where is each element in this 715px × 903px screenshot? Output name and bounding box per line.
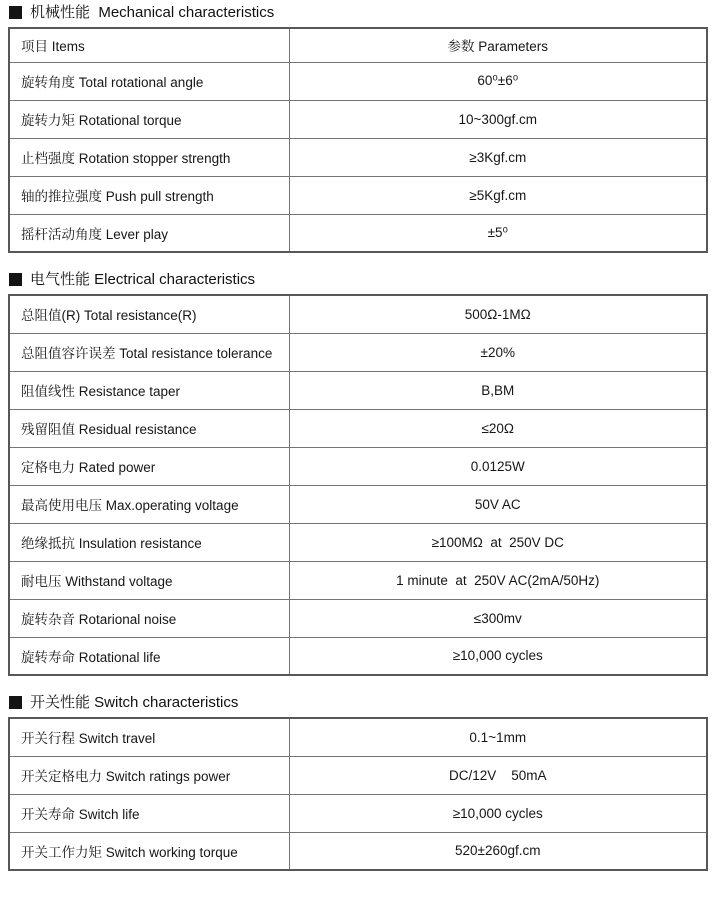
param-cell: 0.0125W bbox=[289, 447, 707, 485]
param-cell: ≥3Kgf.cm bbox=[289, 138, 707, 176]
table-row bbox=[9, 485, 707, 523]
param-cell: DC/12V 50mA bbox=[289, 756, 707, 794]
param-cell: 60⁰±6⁰ bbox=[289, 62, 707, 100]
section-title-switch bbox=[9, 693, 708, 712]
column-header-parameters: 参数 Parameters bbox=[289, 28, 707, 62]
table-row bbox=[9, 637, 707, 675]
mechanical-spec-table bbox=[8, 27, 708, 253]
table-row bbox=[9, 447, 707, 485]
item-cell: 耐电压 Withstand voltage bbox=[9, 561, 289, 599]
item-cell: 旋转杂音 Rotarional noise bbox=[9, 599, 289, 637]
item-cell: 定格电力 Rated power bbox=[9, 447, 289, 485]
section-mechanical bbox=[8, 3, 708, 253]
table-row bbox=[9, 794, 707, 832]
section-marker-icon bbox=[9, 6, 22, 19]
section-title-text: 电气性能 Electrical characteristics bbox=[30, 271, 256, 288]
param-cell: ≥100MΩ at 250V DC bbox=[289, 523, 707, 561]
table-row bbox=[9, 176, 707, 214]
item-cell: 轴的推拉强度 Push pull strength bbox=[9, 176, 289, 214]
table-row bbox=[9, 214, 707, 252]
section-electrical bbox=[8, 270, 708, 676]
param-cell: 520±260gf.cm bbox=[289, 832, 707, 870]
table-row bbox=[9, 409, 707, 447]
section-title-text: 机械性能 Mechanical characteristics bbox=[30, 4, 275, 21]
param-cell: 0.1~1mm bbox=[289, 718, 707, 756]
table-row bbox=[9, 333, 707, 371]
table-row bbox=[9, 832, 707, 870]
item-cell: 开关定格电力 Switch ratings power bbox=[9, 756, 289, 794]
table-row bbox=[9, 295, 707, 333]
param-cell: ≥10,000 cycles bbox=[289, 794, 707, 832]
electrical-spec-table bbox=[8, 294, 708, 676]
table-row bbox=[9, 561, 707, 599]
section-title-electrical bbox=[9, 270, 708, 289]
item-cell: 开关工作力矩 Switch working torque bbox=[9, 832, 289, 870]
param-cell: 50V AC bbox=[289, 485, 707, 523]
item-cell: 最高使用电压 Max.operating voltage bbox=[9, 485, 289, 523]
item-cell: 摇杆活动角度 Lever play bbox=[9, 214, 289, 252]
table-header-row bbox=[9, 28, 707, 62]
param-cell: ≥10,000 cycles bbox=[289, 637, 707, 675]
item-cell: 总阻值容许误差 Total resistance tolerance bbox=[9, 333, 289, 371]
section-marker-icon bbox=[9, 696, 22, 709]
column-header-items: 项目 Items bbox=[9, 28, 289, 62]
section-marker-icon bbox=[9, 273, 22, 286]
param-cell: ≤300mv bbox=[289, 599, 707, 637]
section-title-text: 开关性能 Switch characteristics bbox=[30, 694, 239, 711]
table-row bbox=[9, 599, 707, 637]
param-cell: 500Ω-1MΩ bbox=[289, 295, 707, 333]
table-row bbox=[9, 523, 707, 561]
param-cell: ≤20Ω bbox=[289, 409, 707, 447]
table-row bbox=[9, 756, 707, 794]
table-row bbox=[9, 62, 707, 100]
table-row bbox=[9, 100, 707, 138]
param-cell: ≥5Kgf.cm bbox=[289, 176, 707, 214]
item-cell: 旋转力矩 Rotational torque bbox=[9, 100, 289, 138]
section-switch bbox=[8, 693, 708, 871]
param-cell: 1 minute at 250V AC(2mA/50Hz) bbox=[289, 561, 707, 599]
switch-spec-table bbox=[8, 717, 708, 871]
section-title-mechanical bbox=[9, 3, 708, 22]
item-cell: 总阻值(R) Total resistance(R) bbox=[9, 295, 289, 333]
param-cell: 10~300gf.cm bbox=[289, 100, 707, 138]
table-row bbox=[9, 718, 707, 756]
item-cell: 绝缘抵抗 Insulation resistance bbox=[9, 523, 289, 561]
item-cell: 开关寿命 Switch life bbox=[9, 794, 289, 832]
param-cell: B,BM bbox=[289, 371, 707, 409]
item-cell: 阻值线性 Resistance taper bbox=[9, 371, 289, 409]
item-cell: 止档强度 Rotation stopper strength bbox=[9, 138, 289, 176]
table-row bbox=[9, 371, 707, 409]
item-cell: 旋转寿命 Rotational life bbox=[9, 637, 289, 675]
item-cell: 残留阻值 Residual resistance bbox=[9, 409, 289, 447]
param-cell: ±5⁰ bbox=[289, 214, 707, 252]
table-row bbox=[9, 138, 707, 176]
item-cell: 旋转角度 Total rotational angle bbox=[9, 62, 289, 100]
param-cell: ±20% bbox=[289, 333, 707, 371]
item-cell: 开关行程 Switch travel bbox=[9, 718, 289, 756]
